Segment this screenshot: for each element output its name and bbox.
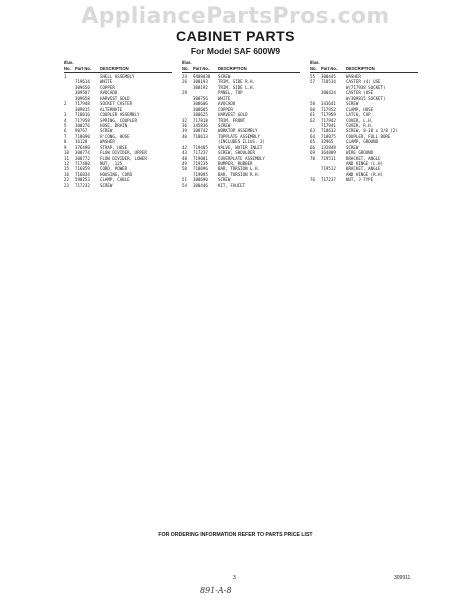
- part-number: 345836: [193, 122, 208, 128]
- table-row: [64, 183, 172, 188]
- part-number: 717237: [193, 150, 208, 156]
- parts-rows: [64, 74, 172, 188]
- part-number: 300445: [321, 74, 336, 79]
- part-description: (INCLUDES ILLUS. 3): [218, 139, 265, 145]
- part-description: COUPLER ASSEMBLY: [100, 112, 140, 118]
- part-description: NUT, .125: [100, 161, 123, 166]
- part-description: VALVE, WATER INLET: [218, 144, 263, 150]
- part-number: 717818: [193, 117, 208, 123]
- part-description: LATCH, CAP: [346, 112, 371, 118]
- part-number: 718016: [75, 112, 90, 118]
- illus-number: 7: [64, 133, 67, 139]
- part-description: BRACKET, ANGLE: [346, 155, 381, 161]
- part-number: 719095: [193, 171, 208, 177]
- illus-number: 76: [310, 177, 315, 183]
- illus-number: 1: [64, 74, 67, 79]
- part-description: WHITE: [218, 95, 231, 101]
- part-number: 717237: [321, 177, 336, 183]
- part-description: SOCKET CASTER: [100, 101, 133, 107]
- header-description: DESCRIPTION: [346, 66, 375, 71]
- illus-number: 2: [64, 101, 67, 107]
- part-number: 308193: [193, 79, 208, 85]
- illus-number: 51: [182, 177, 187, 183]
- header-part-no: Part No.: [193, 66, 210, 71]
- part-description: CLAMP, CABLE: [100, 177, 130, 183]
- illus-number: 49: [182, 161, 187, 166]
- part-description: TRIM, SIDE R.H.: [218, 79, 255, 85]
- part-number: 718613: [193, 133, 208, 139]
- part-description: NUT, J-TYPE: [346, 177, 374, 183]
- column-header: [64, 60, 172, 74]
- illus-number: 60: [310, 106, 315, 112]
- part-number: 308605: [193, 106, 208, 112]
- part-description: HARVEST GOLD: [100, 95, 130, 101]
- part-number: 16128: [75, 139, 88, 145]
- part-description: TRIM, SIDE L.H.: [218, 84, 255, 90]
- header-no: No.: [64, 66, 71, 71]
- illus-number: 24: [182, 74, 187, 79]
- part-number: 300446: [193, 182, 208, 188]
- column-header: [310, 60, 418, 74]
- part-description: AVOCADO: [218, 101, 236, 107]
- part-number: 718096: [193, 166, 208, 172]
- part-description: WASHER: [346, 74, 361, 79]
- header-description: DESCRIPTION: [218, 66, 247, 71]
- part-description: WIRE GROUND: [346, 150, 374, 156]
- part-description: SCREW: [100, 128, 113, 134]
- part-description: SCREW: [346, 144, 359, 150]
- illus-number: 8: [64, 139, 67, 145]
- part-description: KIT, FAUCET: [218, 182, 246, 188]
- part-description: COPPER: [218, 106, 233, 112]
- illus-number: 16: [64, 171, 69, 177]
- illus-number: 70: [310, 155, 315, 161]
- part-description: SCREW, 8-18 x 3/8 (2): [346, 128, 398, 134]
- part-description: W/717938 SOCKET): [346, 84, 386, 90]
- illus-number: 4: [64, 117, 67, 123]
- illus-number: 9: [64, 144, 67, 150]
- part-description: H'CONG, HOSE: [100, 133, 130, 139]
- watermark: AppliancePartsPros.com: [81, 4, 390, 29]
- part-number: 718075: [321, 133, 336, 139]
- parts-column-2: [182, 60, 300, 188]
- part-number: 300276: [75, 122, 90, 128]
- part-number: 717941: [321, 122, 336, 128]
- illus-number: 15: [64, 166, 69, 172]
- illus-number: 58: [310, 101, 315, 107]
- illus-number: 11: [64, 155, 69, 161]
- illus-number: 5: [64, 122, 67, 128]
- parts-rows: [182, 74, 300, 188]
- part-number: 32965: [321, 139, 334, 145]
- part-number: 132848: [321, 144, 336, 150]
- header-part-no: Part No.: [75, 66, 92, 71]
- part-number: 717232: [75, 182, 90, 188]
- illus-number: 55: [310, 74, 315, 79]
- illus-number: 12: [64, 161, 69, 166]
- ordering-note: FOR ORDERING INFORMATION REFER TO PARTS PRICE LIST: [158, 532, 313, 538]
- illus-number: 63: [310, 128, 315, 134]
- part-number: 308192: [193, 84, 208, 90]
- parts-rows: [310, 74, 418, 183]
- header-illus: Illus.: [64, 60, 74, 65]
- part-number: 598253: [75, 177, 90, 183]
- part-number: 308606: [193, 101, 208, 107]
- page-subtitle: For Model SAF 600W9: [190, 46, 281, 56]
- page-title: CABINET PARTS: [175, 28, 296, 44]
- illus-number: 57: [310, 79, 315, 85]
- part-description: COUPLER, FULL BORE: [346, 133, 391, 139]
- illus-number: 65: [310, 139, 315, 145]
- handwritten-note: 891-A-8: [200, 586, 232, 595]
- part-number: 719511: [321, 155, 336, 161]
- illus-number: 36: [182, 122, 187, 128]
- part-description: AND HINGE (R.H): [346, 171, 383, 177]
- part-description: WHITE: [100, 79, 113, 85]
- part-description: WORKTOP ASSEMBLY: [218, 128, 258, 134]
- page-number: 3: [233, 575, 236, 581]
- part-number: 719512: [321, 166, 336, 172]
- illus-number: 32: [182, 117, 187, 123]
- part-description: COVER, L.H.: [346, 117, 374, 123]
- part-description: COPPER: [100, 84, 115, 90]
- part-description: PANEL, TOP: [218, 90, 243, 96]
- part-description: WASHER: [100, 139, 115, 145]
- part-number: 308774: [75, 150, 90, 156]
- part-number: 718632: [321, 128, 336, 134]
- part-description: STRAP, HOSE: [100, 144, 128, 150]
- part-number: 716034: [75, 171, 90, 177]
- part-description: HOSE, DRAIN: [100, 122, 128, 128]
- illus-number: 62: [310, 117, 315, 123]
- part-description: CLAMP, HOSE: [346, 106, 374, 112]
- part-description: AVOCADO: [100, 90, 118, 96]
- part-description: COVERPLATE ASSEMBLY: [218, 155, 265, 161]
- part-number: 343641: [321, 101, 336, 107]
- part-description: BUMPER, RUBBER: [218, 161, 253, 166]
- part-number: 308742: [193, 128, 208, 134]
- part-number: 90767: [75, 128, 88, 134]
- part-number: 308756: [193, 95, 208, 101]
- part-number: 719614: [75, 79, 90, 85]
- part-number: 717942: [321, 117, 336, 123]
- document-code: 309911: [394, 575, 411, 581]
- part-description: SCREW, SHOULDER: [218, 150, 255, 156]
- part-description: SCREW: [218, 177, 231, 183]
- part-number: 309587: [75, 90, 90, 96]
- part-description: SCREW: [218, 74, 231, 79]
- table-row: [182, 183, 300, 188]
- illus-number: 48: [182, 155, 187, 161]
- header-rule: [64, 72, 172, 73]
- parts-column-3: [310, 60, 418, 183]
- parts-column-1: [64, 60, 172, 188]
- illus-number: 10: [64, 150, 69, 156]
- illus-number: 69: [310, 150, 315, 156]
- part-number: 309650: [75, 84, 90, 90]
- part-description: COVER, R.H.: [346, 122, 374, 128]
- illus-number: 54: [182, 182, 187, 188]
- part-description: TRIM, FRONT: [218, 117, 246, 123]
- header-illus: Illus.: [310, 60, 320, 65]
- part-description: BAR, TORSION R.H.: [218, 171, 260, 177]
- illus-number: 40: [182, 133, 187, 139]
- header-no: No.: [310, 66, 317, 71]
- part-description: TOPPLATE ASSEMBLY: [218, 133, 260, 139]
- illus-number: 26: [182, 79, 187, 85]
- illus-number: 61: [310, 112, 315, 118]
- illus-number: 42: [182, 144, 187, 150]
- part-description: SCREW: [100, 182, 113, 188]
- part-number: 718090: [75, 133, 90, 139]
- part-number: 717959: [321, 112, 336, 118]
- part-number: 309658: [75, 95, 90, 101]
- part-description: HARVEST GOLD: [218, 112, 248, 118]
- part-description: HOUSING, CORD: [100, 171, 133, 177]
- illus-number: 23: [64, 182, 69, 188]
- part-number: 719235: [193, 161, 208, 166]
- part-number: 364889: [321, 150, 336, 156]
- part-number: 717952: [321, 106, 336, 112]
- part-number: 716859: [75, 166, 90, 172]
- part-number: 9408038: [193, 74, 211, 79]
- header-illus: Illus.: [182, 60, 192, 65]
- part-description: SCREW: [346, 101, 359, 107]
- part-description: SHELL ASSEMBLY: [100, 74, 135, 79]
- illus-number: 6: [64, 128, 67, 134]
- part-number: 717948: [75, 101, 90, 107]
- part-number: 308772: [75, 155, 90, 161]
- part-description: BRACKET, ANGLE: [346, 166, 381, 172]
- part-number: 300424: [321, 90, 336, 96]
- illus-number: 64: [310, 133, 315, 139]
- part-number: 308625: [193, 112, 208, 118]
- illus-number: 66: [310, 144, 315, 150]
- part-description: W/309815 SOCKET): [346, 95, 386, 101]
- part-number: 717480: [75, 161, 90, 166]
- header-part-no: Part No.: [321, 66, 338, 71]
- illus-number: 22: [64, 177, 69, 183]
- part-description: CASTER (4) USE: [346, 79, 381, 85]
- part-description: FLOW DIVIDER, LOWER: [100, 155, 147, 161]
- table-row: [310, 177, 418, 182]
- part-number: 718534: [321, 79, 336, 85]
- header-no: No.: [182, 66, 189, 71]
- part-description: SPRING, COUPLER: [100, 117, 137, 123]
- part-description: ALTERNATE: [100, 106, 123, 112]
- part-description: FLOW DIVIDER, UPPER: [100, 150, 147, 156]
- part-number: 719081: [193, 155, 208, 161]
- part-number: 309815: [75, 106, 90, 112]
- part-description: SCREW: [218, 122, 231, 128]
- part-number: 376490: [75, 144, 90, 150]
- part-description: BAR, TORSION L.H.: [218, 166, 260, 172]
- illus-number: 43: [182, 150, 187, 156]
- part-number: 308690: [193, 177, 208, 183]
- column-header: [182, 60, 300, 74]
- part-description: CLAMP, GROUND: [346, 139, 379, 145]
- part-description: CORD, POWER: [100, 166, 128, 172]
- part-description: CASTER (USE: [346, 90, 374, 96]
- header-rule: [310, 72, 418, 73]
- illus-number: 39: [182, 128, 187, 134]
- illus-number: 3: [64, 112, 67, 118]
- header-rule: [182, 72, 300, 73]
- part-number: 719405: [193, 144, 208, 150]
- header-description: DESCRIPTION: [100, 66, 129, 71]
- part-number: 717958: [75, 117, 90, 123]
- illus-number: 50: [182, 166, 187, 172]
- illus-number: 29: [182, 90, 187, 96]
- part-description: AND HINGE (L.H): [346, 161, 383, 166]
